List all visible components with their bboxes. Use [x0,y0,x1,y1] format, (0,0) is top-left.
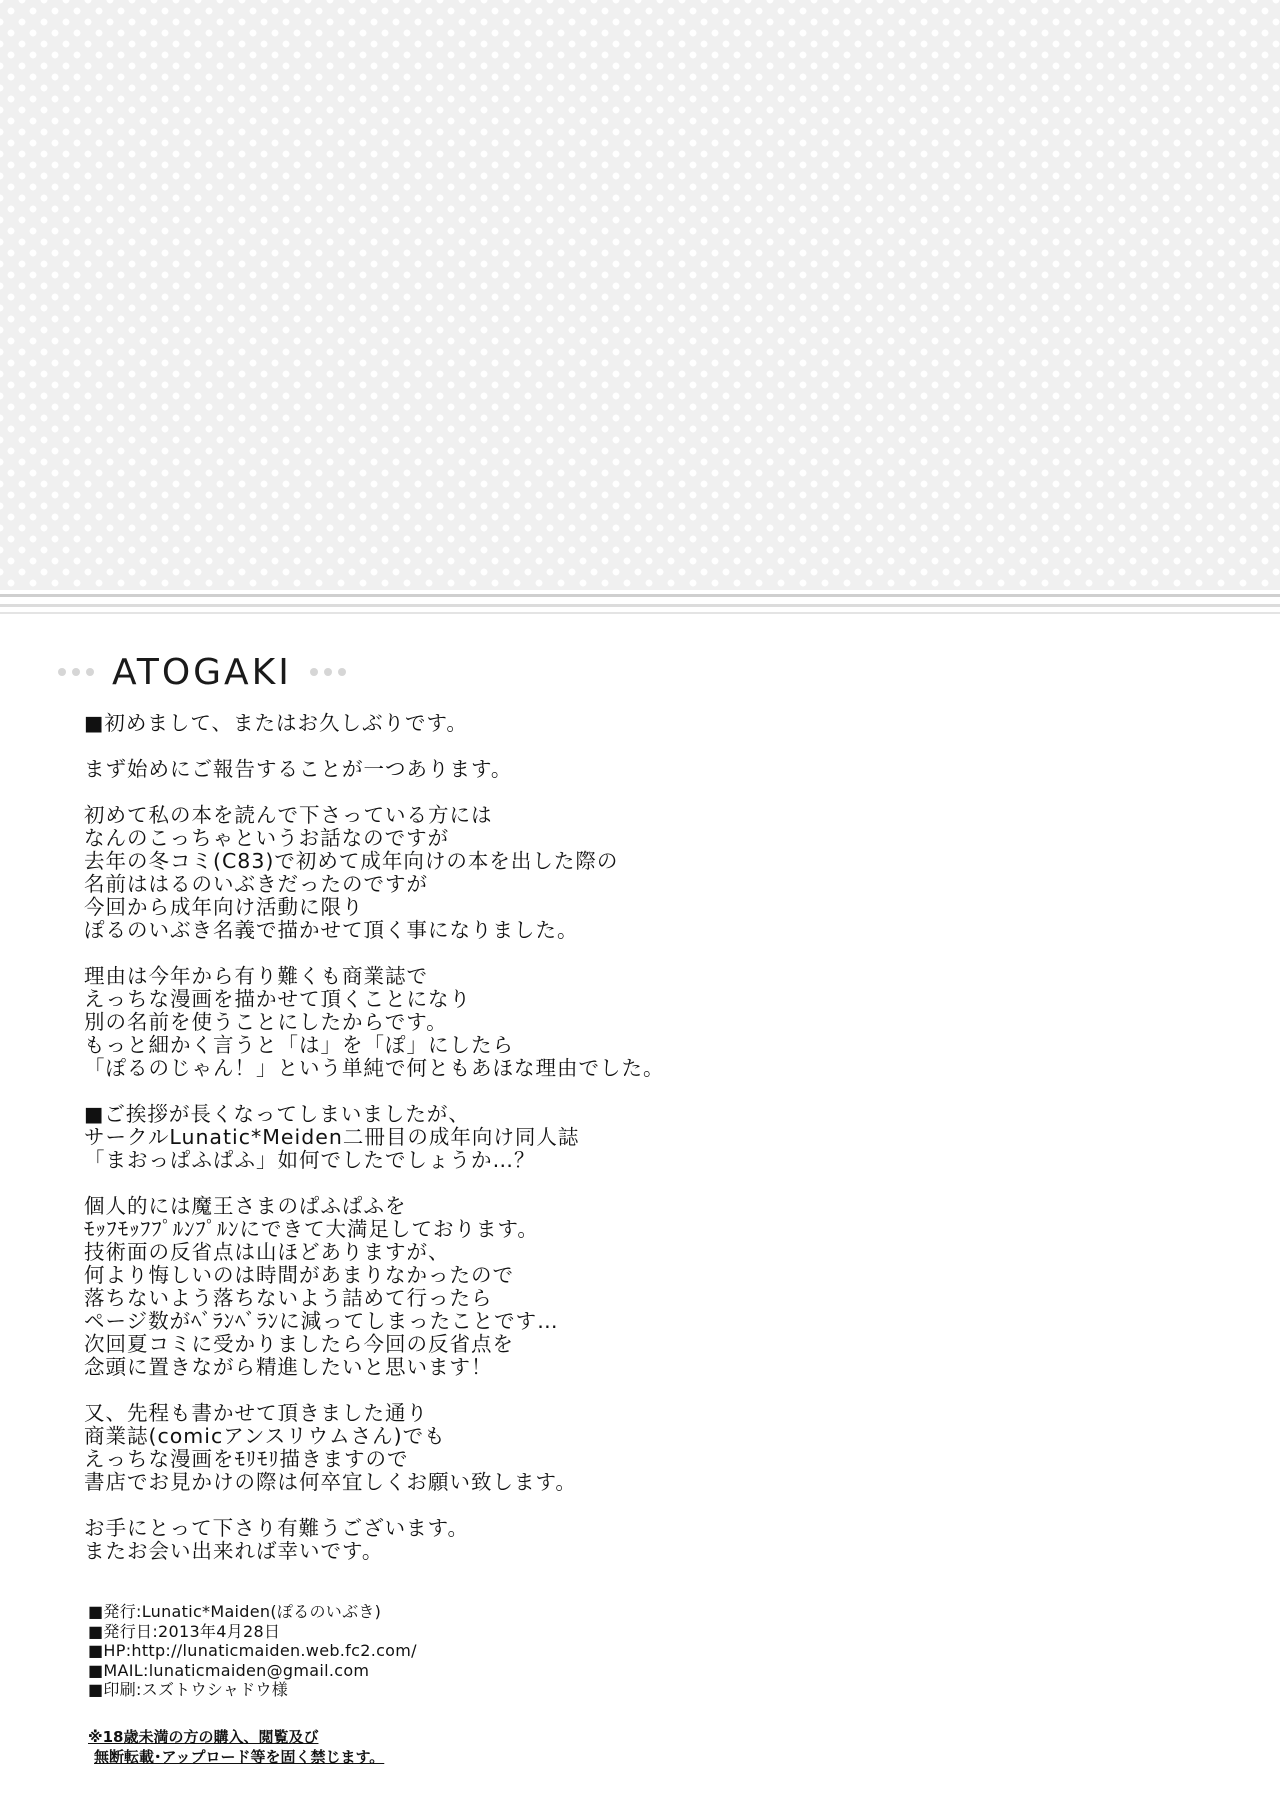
text-line: 何より悔しいのは時間があまりなかったので [84,1263,514,1287]
afterword-body [84,712,1184,1586]
text-line: もっと細かく言うと「は」を「ぽ」にしたら [84,1033,514,1057]
text-line: ぽるのいぶき名義で描かせて頂く事になりました。 [84,918,579,942]
dot-ornament [86,668,94,676]
text-line: ﾓｯﾌﾓｯﾌﾌﾟﾙﾝﾌﾟﾙﾝにできて大満足しております。 [84,1217,539,1241]
dot-ornament [310,668,318,676]
text-line: 今回から成年向け活動に限り [84,895,364,919]
dot-ornament [338,668,346,676]
polka-dot-background [0,0,1280,590]
text-line: ■ご挨拶が長くなってしまいましたが、 [84,1102,470,1126]
text-line: 技術面の反省点は山ほどありますが、 [84,1240,450,1264]
text-line: 別の名前を使うことにしたからです。 [84,1010,448,1034]
colophon-line: ■HP:http://lunaticmaiden.web.fc2.com/ [88,1641,417,1660]
heading-dots-left [58,668,94,676]
colophon-line: ■印刷:スズトウシャドウ様 [88,1680,289,1699]
dot-ornament [72,668,80,676]
warning-line: 無断転載･アップロード等を固く禁じます。 [94,1748,385,1766]
page-title: ATOGAKI [112,651,292,693]
afterword-heading [58,648,346,696]
paragraph [84,1103,1184,1172]
paragraph [84,712,1184,735]
paragraph [84,1402,1184,1494]
age-warning [88,1727,384,1767]
text-line: 書店でお見かけの際は何卒宜しくお願い致します。 [84,1470,577,1494]
text-line: なんのこっちゃというお話なのですが [84,826,450,850]
text-line: 初めて私の本を読んで下さっている方には [84,803,493,827]
text-line: ■初めまして、またはお久しぶりです。 [84,711,468,735]
text-line: 理由は今年から有り難くも商業誌で [84,964,428,988]
text-line: 「ぽるのじゃん！」という単純で何ともあほな理由でした。 [84,1056,665,1080]
paragraph [84,758,1184,781]
text-line: まず始めにご報告することが一つあります。 [84,757,513,781]
paragraph [84,1195,1184,1379]
text-line: 落ちないよう落ちないよう詰めて行ったら [84,1286,493,1310]
text-line: 名前ははるのいぶきだったのですが [84,872,428,896]
warning-line: ※18歳未満の方の購入、閲覧及び [88,1728,319,1746]
paragraph [84,965,1184,1080]
paragraph [84,804,1184,942]
colophon [88,1602,417,1700]
divider-line [0,594,1280,597]
text-line: 去年の冬コミ(C83)で初めて成年向けの本を出した際の [84,849,619,873]
text-line: 又、先程も書かせて頂きました通り [84,1401,428,1425]
colophon-line: ■発行日:2013年4月28日 [88,1621,281,1641]
text-line: サークルLunatic*Meiden二冊目の成年向け同人誌 [84,1125,580,1149]
dot-ornament [324,668,332,676]
text-line: 次回夏コミに受かりましたら今回の反省点を [84,1332,514,1356]
text-line: 「まおっぱふぱふ」如何でしたでしょうか…？ [84,1148,536,1172]
colophon-line: ■MAIL:lunaticmaiden@gmail.com [88,1660,370,1680]
text-line: 念頭に置きながら精進したいと思います！ [84,1355,493,1379]
colophon-line: ■発行:Lunatic*Maiden(ぽるのいぶき) [88,1602,382,1621]
heading-dots-right [310,668,346,676]
divider-line [0,604,1280,607]
text-line: えっちな漫画をﾓﾘﾓﾘ描きますので [84,1447,409,1471]
text-line: ページ数がﾍﾞﾗﾝﾍﾞﾗﾝに減ってしまったことです… [84,1309,559,1333]
divider-line [0,612,1280,614]
text-line: またお会い出来れば幸いです。 [84,1539,384,1563]
text-line: お手にとって下さり有難うございます。 [84,1516,469,1540]
text-line: 個人的には魔王さまのぱふぱふを [84,1194,407,1218]
text-line: えっちな漫画を描かせて頂くことになり [84,987,471,1011]
paragraph [84,1517,1184,1563]
text-line: 商業誌(comicアンスリウムさん)でも [84,1424,446,1448]
dot-ornament [58,668,66,676]
